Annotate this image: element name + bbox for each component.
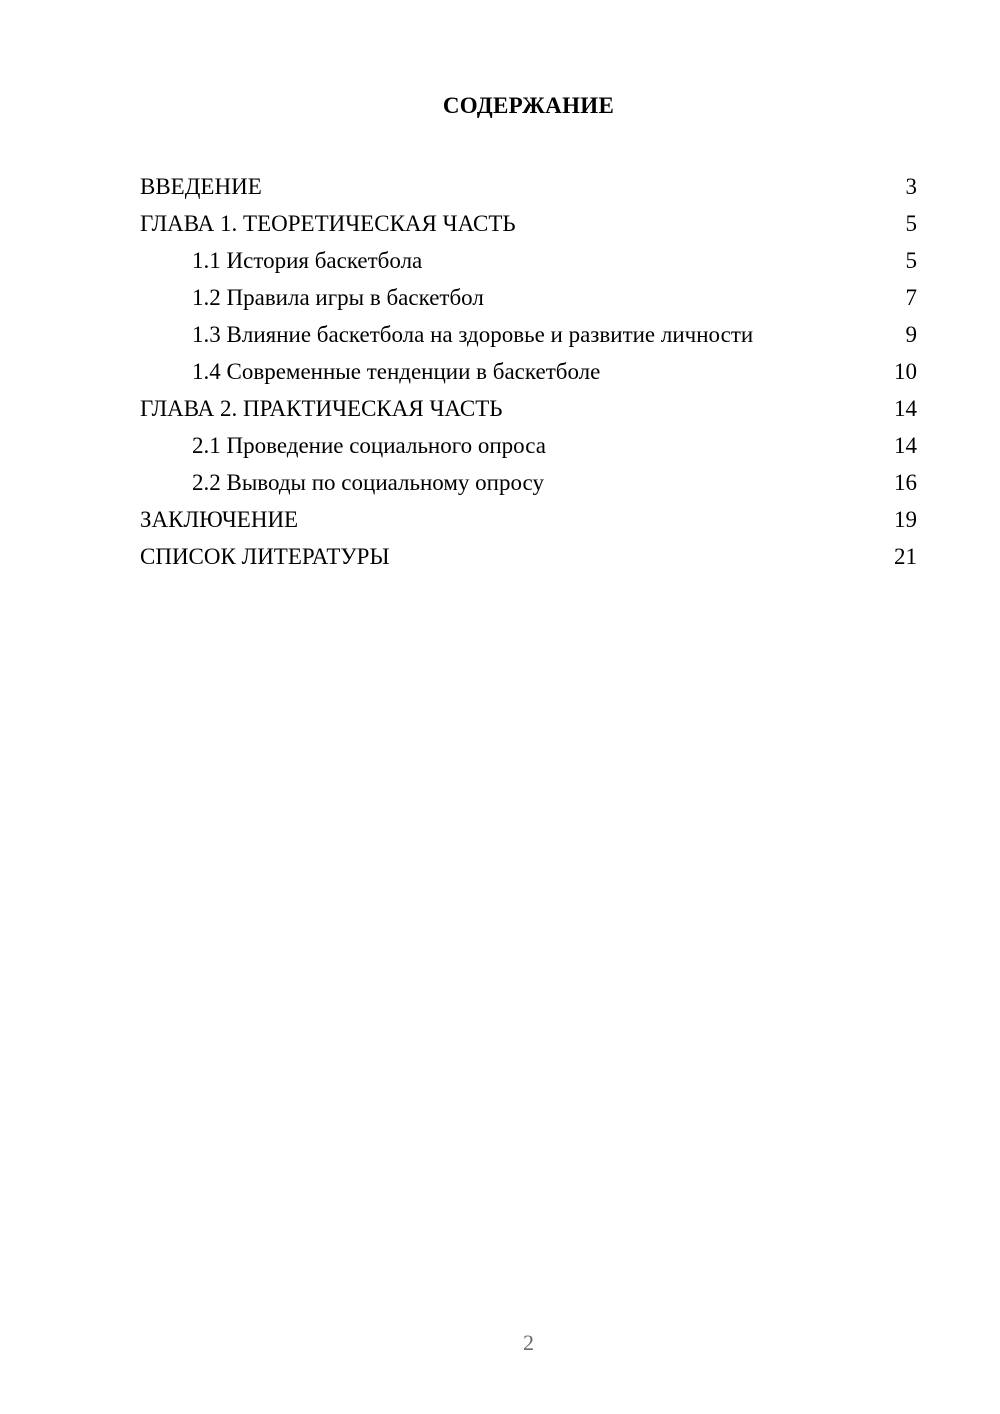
toc-entry-page: 19 [894,507,917,532]
toc-entry-page: 5 [905,248,917,273]
toc-entry [140,464,917,501]
toc-entry-page: 9 [905,322,917,347]
toc-entry-page: 5 [905,211,917,236]
toc-entry-label: 1.4 Современные тенденции в баскетболе [192,359,601,384]
toc-entry-label: ГЛАВА 2. ПРАКТИЧЕСКАЯ ЧАСТЬ [140,396,503,421]
toc-entry [140,168,917,205]
toc-entry-page: 3 [905,174,917,199]
page-title: СОДЕРЖАНИЕ [442,93,615,118]
toc-entry [140,427,917,464]
toc-entry-label: 2.1 Проведение социального опроса [192,433,546,458]
toc-entry [140,501,917,538]
toc-entry-label: ВВЕДЕНИЕ [140,174,262,199]
toc-entry-label: 1.3 Влияние баскетбола на здоровье и развитие личности [192,322,754,347]
footer-page-number: 2 [523,1330,534,1355]
toc-entry-page: 10 [894,359,917,384]
table-of-contents [140,168,917,575]
toc-entry [140,205,917,242]
toc-entry-page: 14 [894,433,917,458]
toc-entry [140,538,917,575]
toc-entry-label: ЗАКЛЮЧЕНИЕ [140,507,299,532]
toc-entry-label: СПИСОК ЛИТЕРАТУРЫ [140,544,390,569]
toc-entry-page: 7 [905,285,917,310]
toc-entry [140,279,917,316]
toc-entry [140,353,917,390]
toc-entry-label: ГЛАВА 1. ТЕОРЕТИЧЕСКАЯ ЧАСТЬ [140,211,516,236]
toc-entry [140,390,917,427]
toc-entry-page: 21 [894,544,917,569]
toc-entry-page: 16 [894,470,917,495]
toc-entry-label: 1.2 Правила игры в баскетбол [192,285,484,310]
toc-entry-label: 1.1 История баскетбола [192,248,423,273]
toc-entry [140,242,917,279]
toc-entry-page: 14 [894,396,917,421]
toc-entry [140,316,917,353]
toc-entry-label: 2.2 Выводы по социальному опросу [192,470,544,495]
